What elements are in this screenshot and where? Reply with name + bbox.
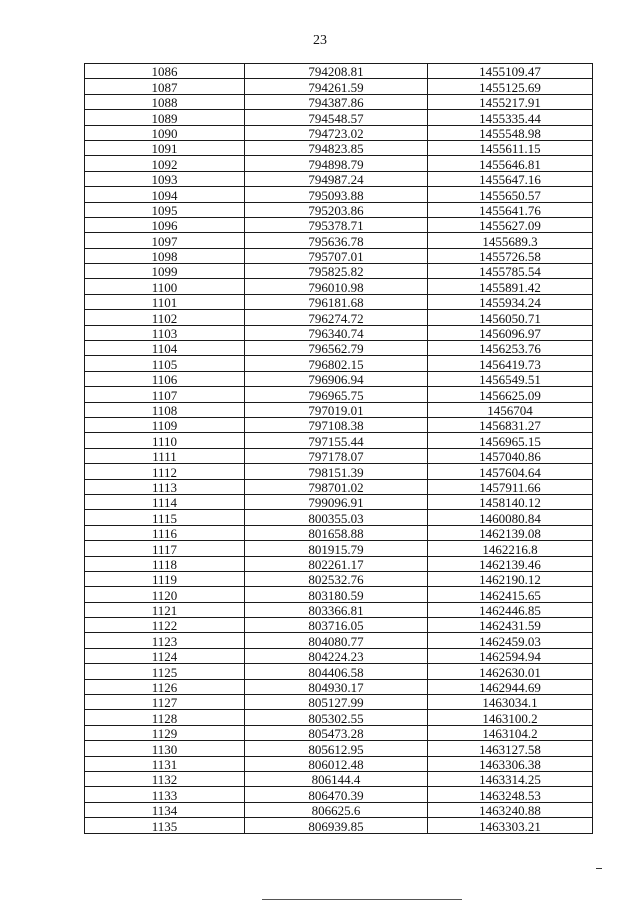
point-number-cell: 1123	[85, 633, 245, 648]
y-coordinate-cell: 1455109.47	[428, 64, 593, 79]
y-coordinate-cell: 1456096.97	[428, 325, 593, 340]
x-coordinate-cell: 794548.57	[245, 110, 428, 125]
table-row	[85, 310, 593, 325]
x-coordinate-cell: 794898.79	[245, 156, 428, 171]
table-row	[85, 156, 593, 171]
table-row	[85, 94, 593, 109]
y-coordinate-cell: 1455548.98	[428, 125, 593, 140]
y-coordinate-cell: 1462446.85	[428, 602, 593, 617]
x-coordinate-cell: 804080.77	[245, 633, 428, 648]
x-coordinate-cell: 798151.39	[245, 464, 428, 479]
y-coordinate-cell: 1460080.84	[428, 510, 593, 525]
x-coordinate-cell: 800355.03	[245, 510, 428, 525]
y-coordinate-cell: 1462139.08	[428, 525, 593, 540]
table-row	[85, 494, 593, 509]
point-number-cell: 1119	[85, 571, 245, 586]
point-number-cell: 1120	[85, 587, 245, 602]
y-coordinate-cell: 1462594.94	[428, 648, 593, 663]
y-coordinate-cell: 1457604.64	[428, 464, 593, 479]
point-number-cell: 1101	[85, 294, 245, 309]
y-coordinate-cell: 1455689.3	[428, 233, 593, 248]
table-row	[85, 64, 593, 79]
y-coordinate-cell: 1456253.76	[428, 341, 593, 356]
x-coordinate-cell: 796181.68	[245, 294, 428, 309]
point-number-cell: 1098	[85, 248, 245, 263]
table-row	[85, 787, 593, 802]
y-coordinate-cell: 1458140.12	[428, 494, 593, 509]
point-number-cell: 1108	[85, 402, 245, 417]
y-coordinate-cell: 1462415.65	[428, 587, 593, 602]
point-number-cell: 1116	[85, 525, 245, 540]
y-coordinate-cell: 1457911.66	[428, 479, 593, 494]
table-row	[85, 279, 593, 294]
x-coordinate-cell: 794208.81	[245, 64, 428, 79]
point-number-cell: 1110	[85, 433, 245, 448]
x-coordinate-cell: 797178.07	[245, 448, 428, 463]
table-row	[85, 233, 593, 248]
table-row	[85, 541, 593, 556]
table-row	[85, 387, 593, 402]
y-coordinate-cell: 1462459.03	[428, 633, 593, 648]
x-coordinate-cell: 794261.59	[245, 79, 428, 94]
page-number: 23	[313, 33, 327, 48]
point-number-cell: 1097	[85, 233, 245, 248]
point-number-cell: 1086	[85, 64, 245, 79]
table-row	[85, 125, 593, 140]
table-row	[85, 448, 593, 463]
point-number-cell: 1087	[85, 79, 245, 94]
table-row	[85, 464, 593, 479]
table-row	[85, 618, 593, 633]
y-coordinate-cell: 1463248.53	[428, 787, 593, 802]
point-number-cell: 1091	[85, 140, 245, 155]
table-row	[85, 571, 593, 586]
table-row	[85, 217, 593, 232]
point-number-cell: 1104	[85, 341, 245, 356]
x-coordinate-cell: 801915.79	[245, 541, 428, 556]
x-coordinate-cell: 796274.72	[245, 310, 428, 325]
y-coordinate-cell: 1456831.27	[428, 417, 593, 432]
point-number-cell: 1127	[85, 695, 245, 710]
y-coordinate-cell: 1463306.38	[428, 756, 593, 771]
point-number-cell: 1124	[85, 648, 245, 663]
y-coordinate-cell: 1455726.58	[428, 248, 593, 263]
x-coordinate-cell: 798701.02	[245, 479, 428, 494]
x-coordinate-cell: 796802.15	[245, 356, 428, 371]
table-row	[85, 633, 593, 648]
table-row	[85, 679, 593, 694]
x-coordinate-cell: 795378.71	[245, 217, 428, 232]
point-number-cell: 1111	[85, 448, 245, 463]
x-coordinate-cell: 799096.91	[245, 494, 428, 509]
x-coordinate-cell: 803716.05	[245, 618, 428, 633]
y-coordinate-cell: 1463127.58	[428, 741, 593, 756]
point-number-cell: 1118	[85, 556, 245, 571]
y-coordinate-cell: 1456549.51	[428, 371, 593, 386]
point-number-cell: 1093	[85, 171, 245, 186]
coordinates-table	[84, 63, 593, 834]
x-coordinate-cell: 805612.95	[245, 741, 428, 756]
table-row	[85, 294, 593, 309]
y-coordinate-cell: 1463303.21	[428, 818, 593, 833]
point-number-cell: 1106	[85, 371, 245, 386]
x-coordinate-cell: 796010.98	[245, 279, 428, 294]
table-row	[85, 664, 593, 679]
table-row	[85, 202, 593, 217]
table-row	[85, 264, 593, 279]
table-row	[85, 341, 593, 356]
y-coordinate-cell: 1463100.2	[428, 710, 593, 725]
y-coordinate-cell: 1462431.59	[428, 618, 593, 633]
point-number-cell: 1128	[85, 710, 245, 725]
point-number-cell: 1130	[85, 741, 245, 756]
y-coordinate-cell: 1455934.24	[428, 294, 593, 309]
point-number-cell: 1117	[85, 541, 245, 556]
x-coordinate-cell: 803366.81	[245, 602, 428, 617]
point-number-cell: 1122	[85, 618, 245, 633]
table-row	[85, 79, 593, 94]
point-number-cell: 1125	[85, 664, 245, 679]
x-coordinate-cell: 806012.48	[245, 756, 428, 771]
point-number-cell: 1134	[85, 802, 245, 817]
point-number-cell: 1129	[85, 725, 245, 740]
y-coordinate-cell: 1455627.09	[428, 217, 593, 232]
x-coordinate-cell: 805473.28	[245, 725, 428, 740]
table-row	[85, 648, 593, 663]
y-coordinate-cell: 1457040.86	[428, 448, 593, 463]
table-row	[85, 741, 593, 756]
x-coordinate-cell: 806625.6	[245, 802, 428, 817]
table-row	[85, 587, 593, 602]
point-number-cell: 1096	[85, 217, 245, 232]
y-coordinate-cell: 1462139.46	[428, 556, 593, 571]
x-coordinate-cell: 804224.23	[245, 648, 428, 663]
x-coordinate-cell: 801658.88	[245, 525, 428, 540]
x-coordinate-cell: 797019.01	[245, 402, 428, 417]
table-row	[85, 756, 593, 771]
x-coordinate-cell: 796562.79	[245, 341, 428, 356]
table-row	[85, 556, 593, 571]
x-coordinate-cell: 796906.94	[245, 371, 428, 386]
x-coordinate-cell: 794723.02	[245, 125, 428, 140]
point-number-cell: 1132	[85, 771, 245, 786]
y-coordinate-cell: 1455891.42	[428, 279, 593, 294]
table-row	[85, 110, 593, 125]
y-coordinate-cell: 1462944.69	[428, 679, 593, 694]
y-coordinate-cell: 1455646.81	[428, 156, 593, 171]
point-number-cell: 1112	[85, 464, 245, 479]
point-number-cell: 1099	[85, 264, 245, 279]
y-coordinate-cell: 1456704	[428, 402, 593, 417]
x-coordinate-cell: 803180.59	[245, 587, 428, 602]
y-coordinate-cell: 1456050.71	[428, 310, 593, 325]
y-coordinate-cell: 1455641.76	[428, 202, 593, 217]
y-coordinate-cell: 1456419.73	[428, 356, 593, 371]
y-coordinate-cell: 1463314.25	[428, 771, 593, 786]
x-coordinate-cell: 805302.55	[245, 710, 428, 725]
x-coordinate-cell: 797108.38	[245, 417, 428, 432]
x-coordinate-cell: 795203.86	[245, 202, 428, 217]
table-row	[85, 402, 593, 417]
x-coordinate-cell: 804406.58	[245, 664, 428, 679]
x-coordinate-cell: 795093.88	[245, 187, 428, 202]
point-number-cell: 1121	[85, 602, 245, 617]
point-number-cell: 1094	[85, 187, 245, 202]
x-coordinate-cell: 802532.76	[245, 571, 428, 586]
y-coordinate-cell: 1455785.54	[428, 264, 593, 279]
point-number-cell: 1114	[85, 494, 245, 509]
point-number-cell: 1133	[85, 787, 245, 802]
table-row	[85, 602, 593, 617]
x-coordinate-cell: 802261.17	[245, 556, 428, 571]
y-coordinate-cell: 1456625.09	[428, 387, 593, 402]
table-row	[85, 710, 593, 725]
table-row	[85, 248, 593, 263]
point-number-cell: 1100	[85, 279, 245, 294]
y-coordinate-cell: 1463104.2	[428, 725, 593, 740]
table-row	[85, 525, 593, 540]
point-number-cell: 1135	[85, 818, 245, 833]
table-row	[85, 725, 593, 740]
y-coordinate-cell: 1462216.8	[428, 541, 593, 556]
table-row	[85, 479, 593, 494]
table-row	[85, 187, 593, 202]
x-coordinate-cell: 794823.85	[245, 140, 428, 155]
table-row	[85, 818, 593, 833]
y-coordinate-cell: 1463034.1	[428, 695, 593, 710]
x-coordinate-cell: 804930.17	[245, 679, 428, 694]
table-row	[85, 371, 593, 386]
point-number-cell: 1115	[85, 510, 245, 525]
y-coordinate-cell: 1462630.01	[428, 664, 593, 679]
point-number-cell: 1103	[85, 325, 245, 340]
table-row	[85, 771, 593, 786]
y-coordinate-cell: 1463240.88	[428, 802, 593, 817]
x-coordinate-cell: 795707.01	[245, 248, 428, 263]
y-coordinate-cell: 1455650.57	[428, 187, 593, 202]
y-coordinate-cell: 1455217.91	[428, 94, 593, 109]
point-number-cell: 1102	[85, 310, 245, 325]
point-number-cell: 1113	[85, 479, 245, 494]
point-number-cell: 1131	[85, 756, 245, 771]
table-row	[85, 802, 593, 817]
point-number-cell: 1092	[85, 156, 245, 171]
x-coordinate-cell: 794987.24	[245, 171, 428, 186]
x-coordinate-cell: 797155.44	[245, 433, 428, 448]
point-number-cell: 1095	[85, 202, 245, 217]
table-row	[85, 140, 593, 155]
table-row	[85, 433, 593, 448]
x-coordinate-cell: 795636.78	[245, 233, 428, 248]
scan-mark-bottom-right	[596, 868, 602, 869]
table-row	[85, 695, 593, 710]
x-coordinate-cell: 806939.85	[245, 818, 428, 833]
point-number-cell: 1090	[85, 125, 245, 140]
scan-mark-bottom	[262, 899, 462, 900]
y-coordinate-cell: 1455125.69	[428, 79, 593, 94]
y-coordinate-cell: 1455647.16	[428, 171, 593, 186]
x-coordinate-cell: 794387.86	[245, 94, 428, 109]
y-coordinate-cell: 1455335.44	[428, 110, 593, 125]
point-number-cell: 1105	[85, 356, 245, 371]
x-coordinate-cell: 796340.74	[245, 325, 428, 340]
y-coordinate-cell: 1455611.15	[428, 140, 593, 155]
point-number-cell: 1088	[85, 94, 245, 109]
table-row	[85, 356, 593, 371]
x-coordinate-cell: 796965.75	[245, 387, 428, 402]
point-number-cell: 1107	[85, 387, 245, 402]
x-coordinate-cell: 806144.4	[245, 771, 428, 786]
y-coordinate-cell: 1456965.15	[428, 433, 593, 448]
point-number-cell: 1126	[85, 679, 245, 694]
x-coordinate-cell: 806470.39	[245, 787, 428, 802]
table-row	[85, 325, 593, 340]
table-row	[85, 171, 593, 186]
table-row	[85, 417, 593, 432]
x-coordinate-cell: 795825.82	[245, 264, 428, 279]
coordinates-table-body	[85, 64, 593, 834]
point-number-cell: 1109	[85, 417, 245, 432]
x-coordinate-cell: 805127.99	[245, 695, 428, 710]
point-number-cell: 1089	[85, 110, 245, 125]
table-row	[85, 510, 593, 525]
y-coordinate-cell: 1462190.12	[428, 571, 593, 586]
